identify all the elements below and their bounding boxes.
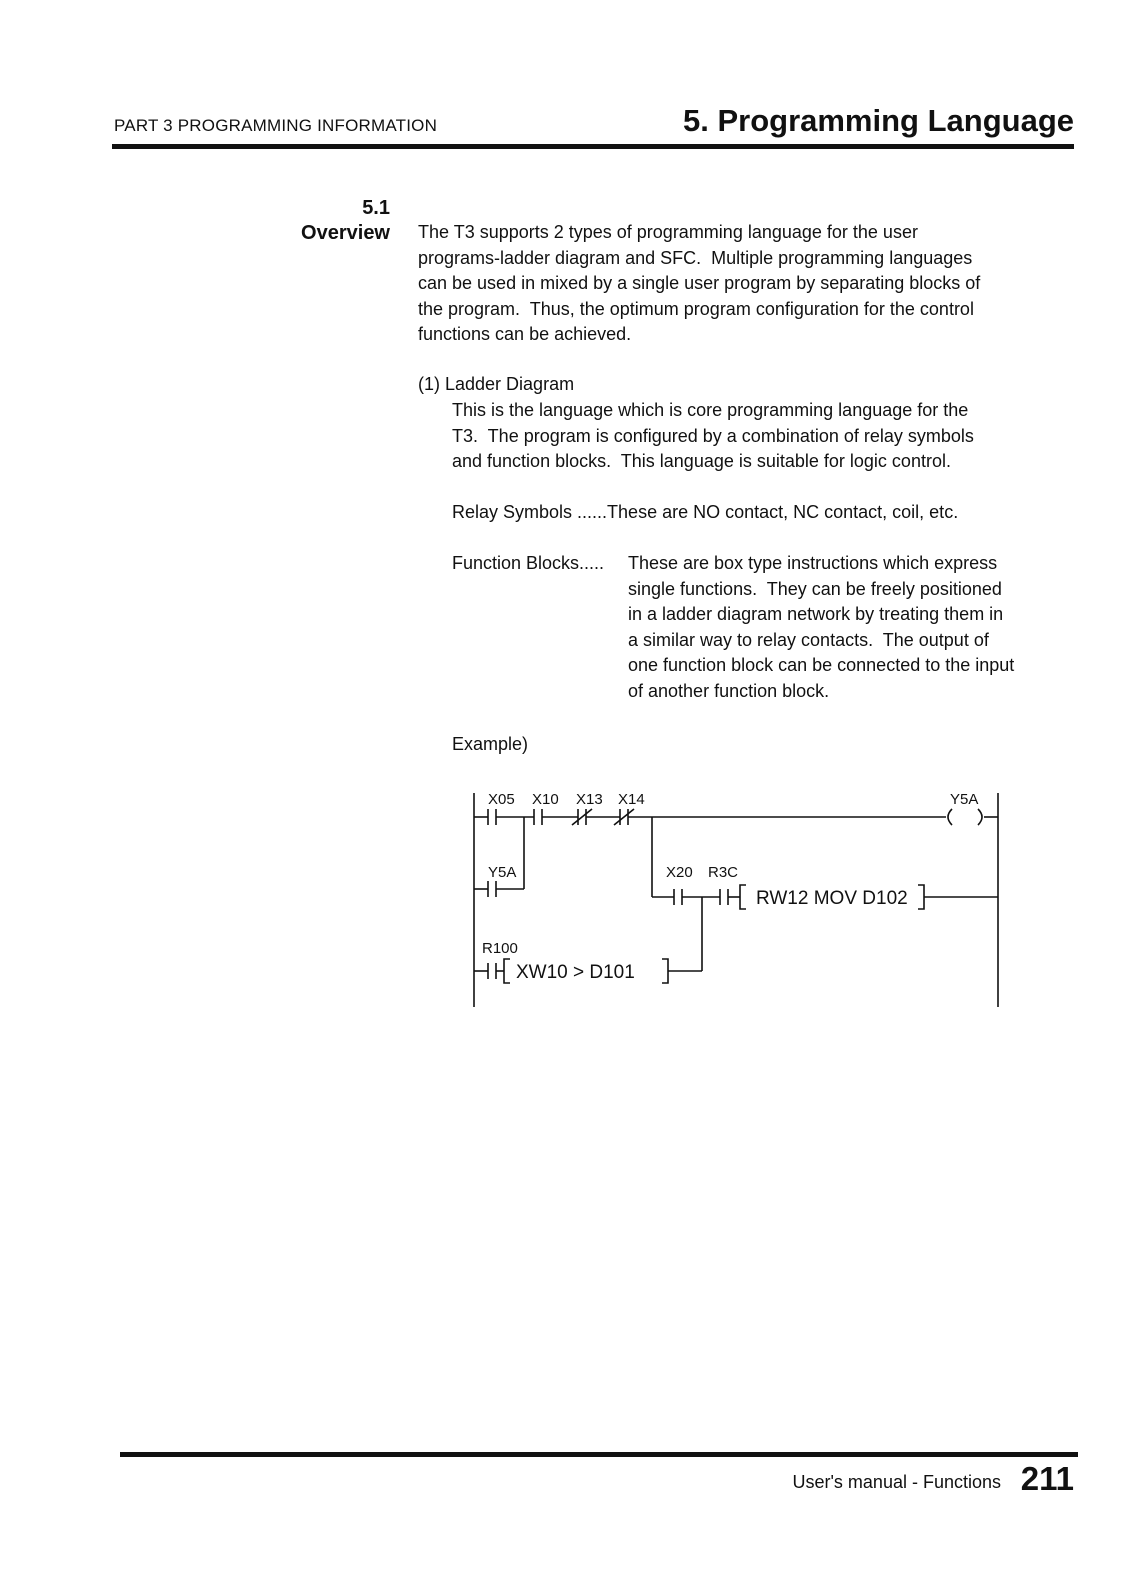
footer-rule xyxy=(120,1452,1078,1457)
label-x10: X10 xyxy=(532,791,559,808)
footer-manual-title: User's manual - Functions xyxy=(792,1472,1001,1492)
coil-y5a xyxy=(948,809,952,825)
label-x05: X05 xyxy=(488,791,515,808)
block-mov: RW12 MOV D102 xyxy=(756,888,908,909)
header-rule xyxy=(112,144,1074,149)
block-compare: XW10 > D101 xyxy=(516,962,635,983)
label-x13: X13 xyxy=(576,791,603,808)
ladder-diagram xyxy=(462,785,1012,1015)
chapter-title: 5. Programming Language xyxy=(682,103,1074,138)
label-r100: R100 xyxy=(482,940,518,957)
relay-symbols-definition: Relay Symbols ......These are NO contact, NC contact, coil, etc. xyxy=(452,502,959,522)
overview-paragraph: The T3 supports 2 types of programming language for the user programs-ladder diagram and SFC. Multiple programming languages can be used in mixed by a single user program by separating blocks of the program. Thus, the optimum program configuration for the control functions can be achieved. xyxy=(418,222,981,344)
section-number: 5.1 xyxy=(362,197,390,219)
label-r3c: R3C xyxy=(708,864,739,881)
label-y5a-coil: Y5A xyxy=(950,791,979,808)
example-label: Example) xyxy=(452,734,529,754)
label-x14: X14 xyxy=(618,791,645,808)
running-header-part: PART 3 PROGRAMMING INFORMATION xyxy=(114,116,438,135)
function-blocks-term: Function Blocks..... xyxy=(452,553,605,573)
function-blocks-definition: These are box type instructions which express single functions. They can be freely positioned in a ladder diagram network by treating them in a similar way to relay contacts. The output of one function block can be connected to the input of another function block. xyxy=(628,553,1015,701)
label-y5a-contact: Y5A xyxy=(488,864,517,881)
label-x20: X20 xyxy=(666,864,693,881)
page-number: 211 xyxy=(1020,1460,1074,1497)
ladder-diagram-heading: (1) Ladder Diagram xyxy=(418,374,575,394)
section-title: Overview xyxy=(301,222,390,244)
ladder-diagram-description: This is the language which is core programming language for the T3. The program is configured by a combination of relay symbols and function blocks. This language is suitable for logic control. xyxy=(452,400,974,471)
